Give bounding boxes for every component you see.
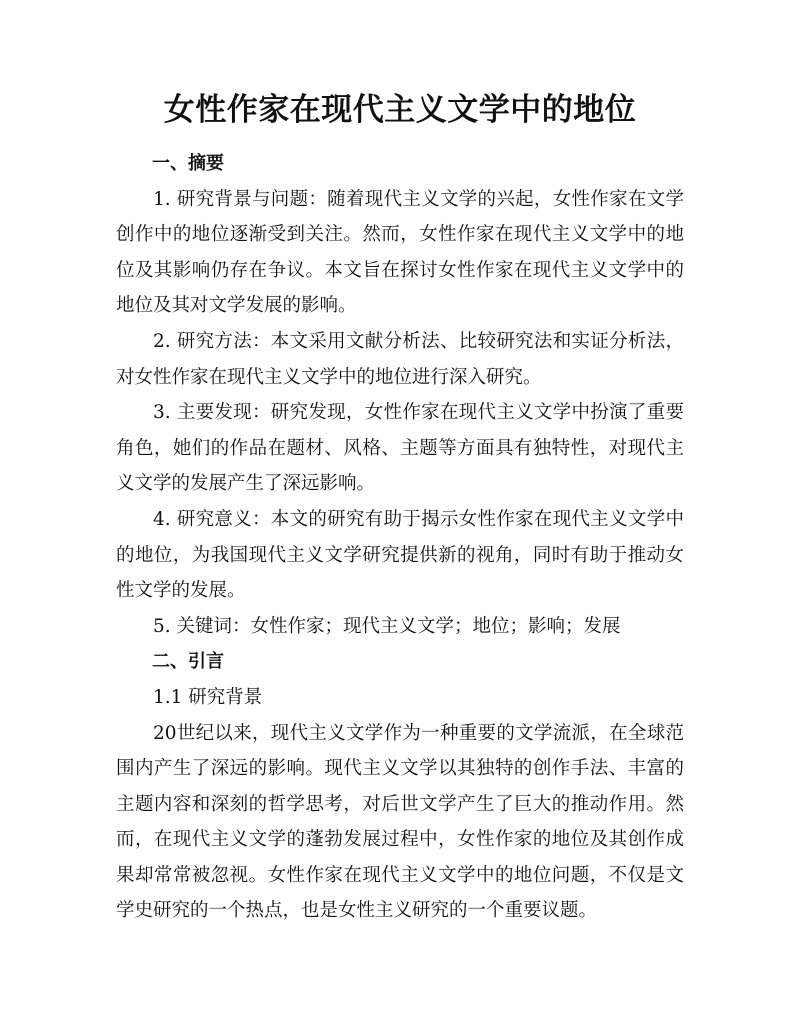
paragraph-introduction: 20世纪以来，现代主义文学作为一种重要的文学流派，在全球范围内产生了深远的影响。现代主义文学以其独特的创作手法、丰富的主题内容和深刻的哲学思考，对后世文学产生了巨大的推动作用。然而，在现代主义文学的蓬勃发展过程中，女性作家的地位及其创作成果却常常被忽视。女性作家在现代主义文学中的地位问题，不仅是文学史研究的一个热点，也是女性主义研究的一个重要议题。 (116, 722, 684, 922)
paragraph-keywords: 5. 关键词：女性作家；现代主义文学；地位；影响；发展 (153, 615, 621, 637)
document-title: 女性作家在现代主义文学中的地位 (163, 92, 637, 128)
paragraph-findings: 3. 主要发现：研究发现，女性作家在现代主义文学中扮演了重要角色，她们的作品在题材、风格、主题等方面具有独特性，对现代主义文学的发展产生了深远影响。 (116, 402, 684, 495)
paragraph-background: 1. 研究背景与问题：随着现代主义文学的兴起，女性作家在文学创作中的地位逐渐受到关注。然而，女性作家在现代主义文学中的地位及其影响仍存在争议。本文旨在探讨女性作家在现代主义文学中的地位及其对文学发展的影响。 (116, 188, 684, 317)
paragraph-methods: 2. 研究方法：本文采用文献分析法、比较研究法和实证分析法，对女性作家在现代主义文学中的地位进行深入研究。 (116, 330, 684, 388)
subsection-heading-research-background: 1.1 研究背景 (153, 686, 263, 708)
paragraph-significance: 4. 研究意义：本文的研究有助于揭示女性作家在现代主义文学中的地位，为我国现代主义文学研究提供新的视角，同时有助于推动女性文学的发展。 (116, 508, 684, 602)
section-heading-abstract: 一、摘要 (152, 153, 224, 174)
document-body (116, 146, 684, 929)
section-heading-introduction: 二、引言 (152, 651, 224, 673)
